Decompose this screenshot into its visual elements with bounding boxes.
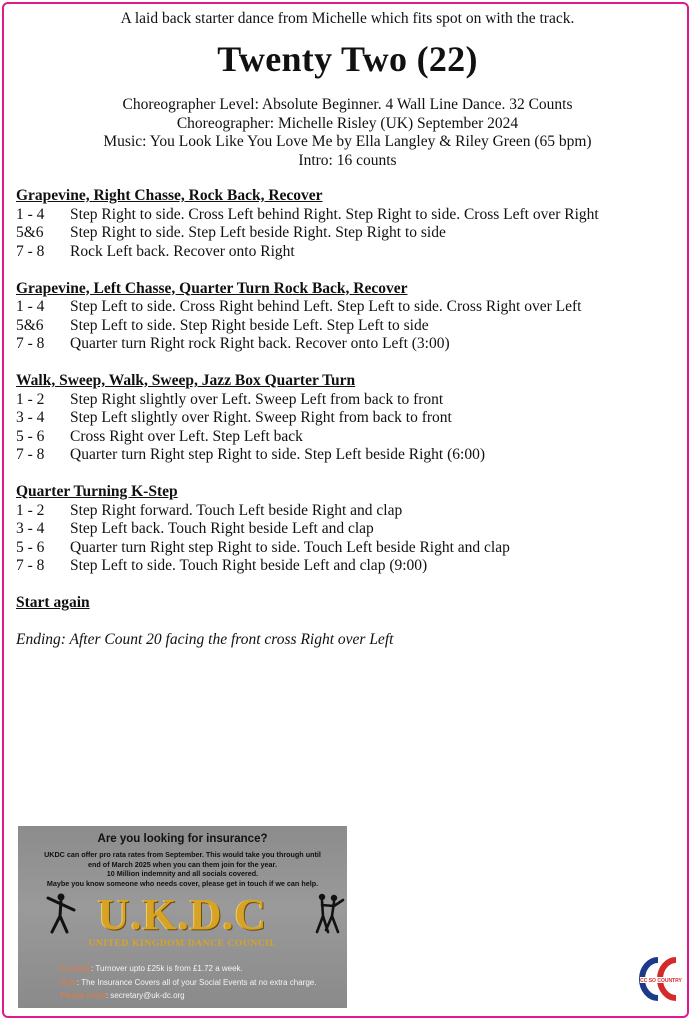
ukdc-subtitle: UNITED KINGDOM DANCE COUNCIL <box>88 939 277 949</box>
advert-title: Are you looking for insurance? <box>97 833 268 845</box>
section-title: Walk, Sweep, Walk, Sweep, Jazz Box Quarter Turn <box>16 372 356 389</box>
step-desc: Step Left to side. Touch Right beside Left and clap (9:00) <box>70 557 428 574</box>
step-count: 5&6 <box>16 224 44 241</box>
step-desc: Step Left to side. Cross Right behind Left. Step Left to side. Cross Right over Left <box>70 298 582 315</box>
step-desc: Step Right to side. Cross Left behind Right. Step Right to side. Cross Left over Right <box>70 205 599 223</box>
section-4 <box>16 483 686 576</box>
step-count: 1 - 2 <box>16 501 45 519</box>
step-count: 3 - 4 <box>16 520 45 537</box>
detail-key: Please email <box>60 991 106 1000</box>
section-3 <box>16 372 686 465</box>
step-count: 1 - 4 <box>16 298 45 315</box>
step-desc: Step Left slightly over Right. Sweep Right from back to front <box>70 409 452 426</box>
step-desc: Cross Right over Left. Step Left back <box>70 427 303 445</box>
step-row <box>16 224 686 243</box>
info-choreographer: Choreographer: Michelle Risley (UK) September 2024 <box>176 114 519 132</box>
section-title: Quarter Turning K-Step <box>16 483 178 500</box>
step-count: 5 - 6 <box>16 427 45 445</box>
step-count: 7 - 8 <box>16 446 45 463</box>
info-level: Choreographer Level: Absolute Beginner. 4 Wall Line Dance. 32 Counts <box>122 96 573 113</box>
advert-details <box>60 962 316 1003</box>
step-desc: Quarter turn Right step Right to side. Step Left beside Right (6:00) <box>70 446 485 463</box>
intro-text: A laid back starter dance from Michelle which fits spot on with the track. <box>120 10 575 27</box>
start-again: Start again <box>16 594 90 611</box>
step-row <box>16 539 686 558</box>
advert-line: UKDC can offer pro rata rates from September. This would take you through until <box>44 850 321 859</box>
badge-text: CC SO COUNTRY <box>640 978 682 984</box>
step-row <box>16 206 686 225</box>
step-row <box>16 335 686 354</box>
step-count: 3 - 4 <box>16 409 45 426</box>
advert-line: Maybe you know someone who needs cover, please get in touch if we can help. <box>46 878 319 888</box>
detail-text: : secretary@uk-dc.org <box>105 991 185 1000</box>
ending-note: Ending: After Count 20 facing the front cross Right over Left <box>16 630 394 648</box>
step-row <box>16 298 686 317</box>
detail-text: : Turnover upto £25k is from £1.72 a week. <box>91 964 243 973</box>
info-music: Music: You Look Like You Love Me by Ella Langley & Riley Green (65 bpm) <box>103 133 592 150</box>
advert-line: end of March 2025 when you can them join for the year. <box>88 859 277 869</box>
step-count: 1 - 4 <box>16 205 45 223</box>
advert-line: 10 Million indemnity and all socials covered. <box>106 869 259 879</box>
step-count: 5&6 <box>16 316 44 334</box>
detail-key: Example <box>60 964 92 973</box>
dance-title: Twenty Two (22) <box>217 39 478 79</box>
step-count: 1 - 2 <box>16 390 45 408</box>
advert-detail-row <box>60 989 316 1003</box>
step-desc: Step Right slightly over Left. Sweep Left from back to front <box>70 390 444 408</box>
step-desc: Quarter turn Right rock Right back. Recover onto Left (3:00) <box>70 335 450 352</box>
info-intro: Intro: 16 counts <box>298 151 397 169</box>
step-row <box>16 317 686 336</box>
advert-detail-row <box>60 962 316 976</box>
step-count: 5 - 6 <box>16 538 45 556</box>
step-desc: Step Left to side. Step Right beside Left. Step Left to side <box>70 316 429 334</box>
step-desc: Step Right forward. Touch Left beside Right and clap <box>70 501 403 519</box>
section-title: Grapevine, Left Chasse, Quarter Turn Rock Back, Recover <box>16 279 408 297</box>
step-row <box>16 409 686 428</box>
detail-text: : The Insurance Covers all of your Social Events at no extra charge. <box>76 977 317 987</box>
step-row <box>16 446 686 465</box>
step-sheet <box>16 187 686 649</box>
dance-info <box>0 96 695 170</box>
section-2 <box>16 280 686 354</box>
step-count: 7 - 8 <box>16 335 45 352</box>
ukdc-logo: U.K.D.C <box>97 890 268 939</box>
advert-body <box>18 850 347 888</box>
detail-key: Note <box>60 977 77 987</box>
step-count: 7 - 8 <box>16 557 45 574</box>
section-title: Grapevine, Right Chasse, Rock Back, Recover <box>16 187 323 204</box>
step-desc: Step Right to side. Step Left beside Right. Step Right to side <box>70 224 446 241</box>
step-count: 7 - 8 <box>16 242 45 260</box>
step-row <box>16 557 686 576</box>
step-row <box>16 502 686 521</box>
step-desc: Rock Left back. Recover onto Right <box>70 242 295 260</box>
advert-detail-row <box>60 976 316 990</box>
section-1 <box>16 187 686 261</box>
cc-so-country-logo <box>636 954 686 1004</box>
step-row <box>16 243 686 262</box>
step-row <box>16 391 686 410</box>
step-row <box>16 520 686 539</box>
step-desc: Step Left back. Touch Right beside Left and clap <box>70 520 374 537</box>
step-row <box>16 428 686 447</box>
insurance-advert <box>18 826 347 1008</box>
step-desc: Quarter turn Right step Right to side. Touch Left beside Right and clap <box>70 538 510 556</box>
